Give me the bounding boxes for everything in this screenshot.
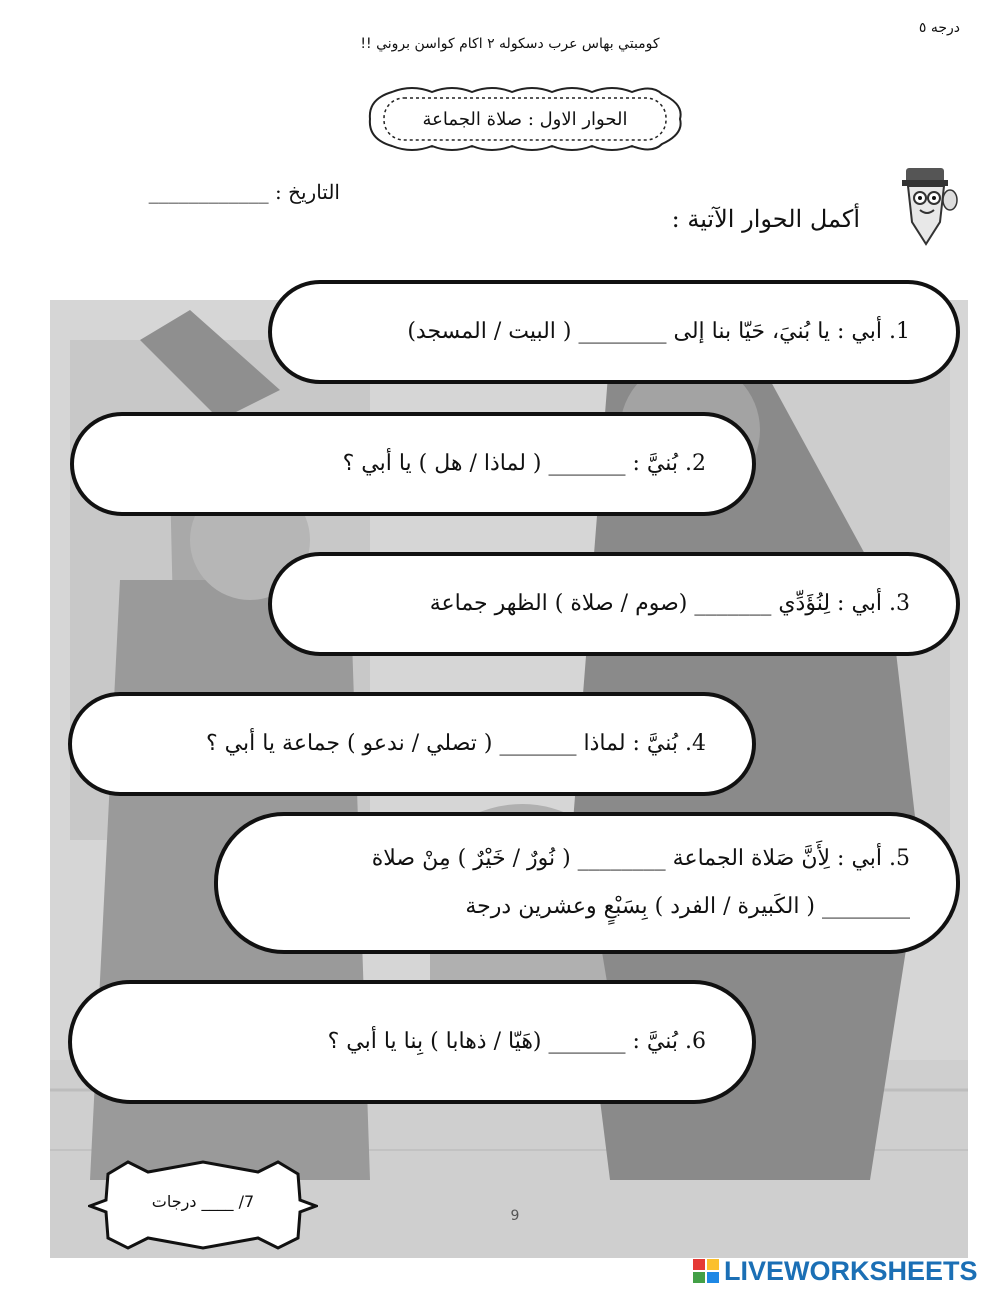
- dialogue-item-text: 1. أبي : يا بُنيَ، حَيّا بنا إلى ________ ( البيت / المسجد): [407, 319, 910, 344]
- dialogue-item-line-1: 5. أبي : لِأَنَّ صَلاة الجماعة ________ ( نُورٌ / خَيْرٌ ) مِنْ صلاة: [371, 846, 910, 871]
- liveworksheets-brand: [692, 1255, 992, 1287]
- page-number: 9: [510, 1208, 520, 1224]
- grade-label: درجه ٥: [918, 20, 960, 36]
- liveworksheets-logo-icon: [692, 1258, 720, 1284]
- dialogue-item-text: 6. بُنيَّ : _______ (هَيّا / ذهابا ) بِنا يا أبي ؟: [327, 1029, 706, 1054]
- dialogue-item-4[interactable]: [68, 692, 756, 796]
- dialogue-item-text: 3. أبي : لِنُؤَدِّي _______ (صوم / صلاة ) الظهر جماعة: [429, 591, 910, 616]
- instruction-text: أكمل الحوار الآتية :: [671, 205, 860, 233]
- dialogue-item-text: 4. بُنيَّ : لماذا _______ ( تصلي / ندعو ) جماعة يا أبي ؟: [205, 731, 706, 756]
- dialogue-item-2[interactable]: [70, 412, 756, 516]
- score-text: 7/ ____ درجات: [151, 1192, 255, 1211]
- dialogue-item-5[interactable]: [214, 812, 960, 954]
- dialogue-item-text: 2. بُنيَّ : _______ ( لماذا / هل ) يا أبي ؟: [342, 451, 706, 476]
- brand-name: LIVEWORKSHEETS: [724, 1255, 978, 1286]
- date-field: التاريخ : ____________: [148, 180, 340, 204]
- dialogue-item-line-2: ________ ( الكَبيرة / الفرد ) بِسَبْعٍ وعشرين درجة: [465, 894, 910, 919]
- dialogue-item-6[interactable]: [68, 980, 756, 1104]
- dialogue-item-1[interactable]: [268, 280, 960, 384]
- worksheet-title: الحوار الاول : صلاة الجماعة: [422, 108, 628, 130]
- pencil-mascot-icon: [896, 160, 960, 246]
- school-subheading: كومبتي بهاس عرب دسكوله ٢ اكام كواسن بروني !!: [360, 36, 660, 52]
- dialogue-item-3[interactable]: [268, 552, 960, 656]
